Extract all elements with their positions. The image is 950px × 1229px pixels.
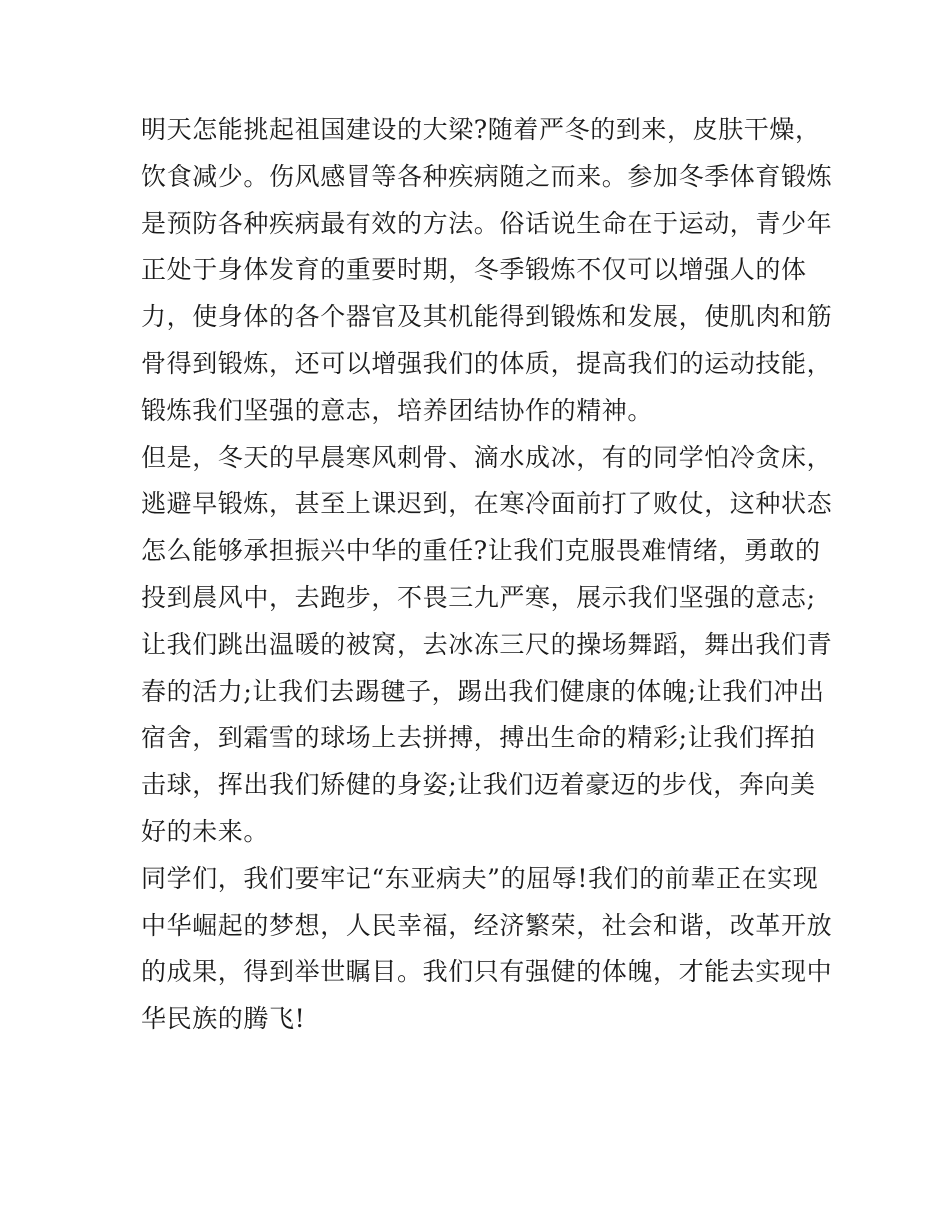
paragraph-2	[141, 435, 833, 856]
body-text	[141, 107, 833, 1043]
text-line: 骨得到锻炼，还可以增强我们的体质，提高我们的运动技能，	[141, 348, 833, 378]
text-line: 华民族的腾飞!	[141, 1004, 306, 1034]
text-line: 的成果，得到举世瞩目。我们只有强健的体魄，才能去实现中	[141, 957, 833, 987]
text-line: 但是，冬天的早晨寒风刺骨、滴水成冰，有的同学怕冷贪床，	[141, 442, 833, 472]
text-line: 中华崛起的梦想，人民幸福，经济繁荣，社会和谐，改革开放	[141, 910, 833, 940]
text-line: 力，使身体的各个器官及其机能得到锻炼和发展，使肌肉和筋	[141, 302, 833, 332]
text-line: 锻炼我们坚强的意志，培养团结协作的精神。	[141, 395, 654, 425]
text-line: 同学们，我们要牢记“东亚病夫”的屈辱!我们的前辈正在实现	[141, 863, 819, 893]
text-line: 击球，挥出我们矫健的身姿;让我们迈着豪迈的步伐，奔向美	[141, 770, 816, 800]
text-line: 让我们跳出温暖的被窝，去冰冻三尺的操场舞蹈，舞出我们青	[141, 629, 833, 659]
text-line: 正处于身体发育的重要时期，冬季锻炼不仅可以增强人的体	[141, 255, 807, 285]
paragraph-1	[141, 107, 833, 435]
text-line: 好的未来。	[141, 816, 270, 846]
text-line: 是预防各种疾病最有效的方法。俗话说生命在于运动，青少年	[141, 208, 833, 238]
text-line: 宿舍，到霜雪的球场上去拼搏，搏出生命的精彩;让我们挥拍	[141, 723, 816, 753]
text-line: 逃避早锻炼，甚至上课迟到，在寒冷面前打了败仗，这种状态	[141, 489, 833, 519]
text-line: 明天怎能挑起祖国建设的大梁?随着严冬的到来，皮肤干燥，	[141, 115, 821, 144]
text-line: 饮食减少。伤风感冒等各种疾病随之而来。参加冬季体育锻炼	[141, 161, 833, 191]
text-line: 怎么能够承担振兴中华的重任?让我们克服畏难情绪，勇敢的	[141, 536, 821, 566]
text-line: 投到晨风中，去跑步，不畏三九严寒，展示我们坚强的意志;	[141, 582, 816, 612]
paragraph-3	[141, 856, 833, 1043]
text-line: 春的活力;让我们去踢毽子，踢出我们健康的体魄;让我们冲出	[141, 676, 825, 706]
